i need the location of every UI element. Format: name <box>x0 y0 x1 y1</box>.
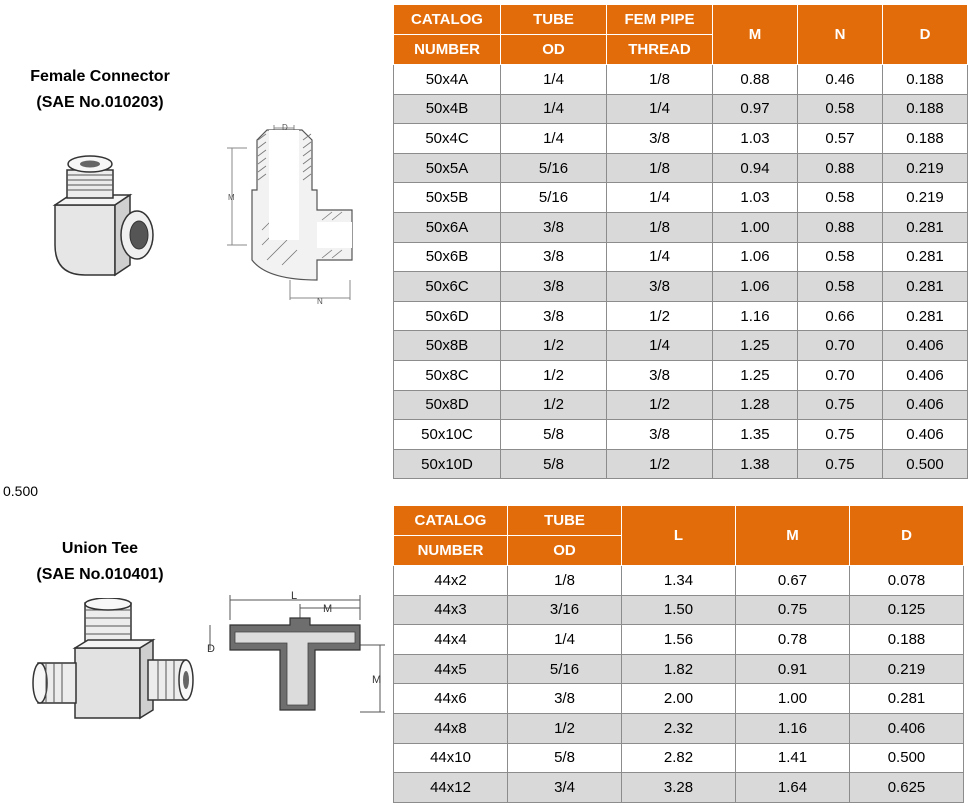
cell-catalog: 50x4C <box>394 124 501 154</box>
female-connector-title <box>0 64 200 116</box>
cell-tube-od: 5/8 <box>501 420 607 450</box>
cell-n: 0.66 <box>798 301 883 331</box>
cell-tube-od: 5/16 <box>501 183 607 213</box>
union-tee-name: Union Tee <box>61 540 139 557</box>
cell-d: 0.219 <box>883 183 968 213</box>
col-catalog-header-bottom: NUMBER <box>394 35 501 65</box>
col-n-header: N <box>798 5 883 65</box>
table-row <box>394 242 968 272</box>
cell-catalog: 50x10D <box>394 449 501 479</box>
cell-n: 0.70 <box>798 331 883 361</box>
drawing-label-d: D <box>282 123 288 132</box>
cell-thread: 1/4 <box>607 94 713 124</box>
cell-catalog: 50x10C <box>394 420 501 450</box>
cell-tube-od: 1/2 <box>501 390 607 420</box>
union-tee-illustration <box>30 598 200 738</box>
cell-d: 0.406 <box>883 331 968 361</box>
cell-catalog: 50x8B <box>394 331 501 361</box>
cell-tube-od: 3/8 <box>501 301 607 331</box>
cell-d: 0.406 <box>883 360 968 390</box>
cell-m: 1.41 <box>736 743 850 773</box>
cell-thread: 1/4 <box>607 242 713 272</box>
cell-thread: 1/8 <box>607 65 713 95</box>
cell-tube-od: 5/16 <box>501 153 607 183</box>
cell-tube-od: 1/4 <box>508 625 622 655</box>
cell-catalog: 50x6C <box>394 272 501 302</box>
cell-d: 0.188 <box>883 124 968 154</box>
cell-n: 0.57 <box>798 124 883 154</box>
col-catalog-header-top: CATALOG <box>394 5 501 35</box>
col-thread-header-top: FEM PIPE <box>607 5 713 35</box>
table-row <box>394 301 968 331</box>
female-connector-drawing <box>222 120 372 310</box>
cell-m: 1.28 <box>713 390 798 420</box>
cell-n: 0.46 <box>798 65 883 95</box>
cell-m: 0.78 <box>736 625 850 655</box>
cell-tube-od: 3/8 <box>501 212 607 242</box>
table-row <box>394 94 968 124</box>
cell-n: 0.88 <box>798 212 883 242</box>
cell-n: 0.75 <box>798 390 883 420</box>
cell-m: 1.16 <box>736 713 850 743</box>
table-row <box>394 360 968 390</box>
cell-d: 0.281 <box>883 301 968 331</box>
cell-tube-od: 1/4 <box>501 94 607 124</box>
cell-tube-od: 1/4 <box>501 124 607 154</box>
table-row <box>394 684 964 714</box>
cell-d: 0.078 <box>850 566 964 596</box>
table-row <box>394 124 968 154</box>
cell-catalog: 50x6A <box>394 212 501 242</box>
table-row <box>394 65 968 95</box>
cell-m: 1.06 <box>713 272 798 302</box>
cell-catalog: 50x8C <box>394 360 501 390</box>
cell-d: 0.188 <box>883 65 968 95</box>
female-connector-sae-number: (SAE No.010203) <box>36 94 164 111</box>
table-row <box>394 625 964 655</box>
table-row <box>394 331 968 361</box>
table-row <box>394 212 968 242</box>
drawing-label-m-side: M <box>372 674 382 686</box>
col-d-header: D <box>883 5 968 65</box>
cell-l: 3.28 <box>622 773 736 803</box>
cell-tube-od: 5/16 <box>508 654 622 684</box>
cell-d: 0.406 <box>850 713 964 743</box>
cell-n: 0.88 <box>798 153 883 183</box>
cell-l: 1.34 <box>622 566 736 596</box>
table-row <box>394 654 964 684</box>
cell-catalog: 50x4A <box>394 65 501 95</box>
cell-m: 1.03 <box>713 183 798 213</box>
cell-thread: 1/2 <box>607 390 713 420</box>
cell-m: 1.35 <box>713 420 798 450</box>
cell-d: 0.500 <box>883 449 968 479</box>
cell-d: 0.219 <box>850 654 964 684</box>
cell-thread: 1/4 <box>607 183 713 213</box>
cell-catalog: 50x6B <box>394 242 501 272</box>
cell-tube-od: 1/2 <box>501 331 607 361</box>
col-catalog-header-bottom: NUMBER <box>394 536 508 566</box>
cell-tube-od: 1/8 <box>508 566 622 596</box>
cell-catalog: 44x6 <box>394 684 508 714</box>
cell-tube-od: 3/8 <box>508 684 622 714</box>
cell-l: 2.82 <box>622 743 736 773</box>
cell-tube-od: 3/16 <box>508 595 622 625</box>
cell-n: 0.75 <box>798 420 883 450</box>
cell-tube-od: 1/4 <box>501 65 607 95</box>
cell-m: 1.00 <box>713 212 798 242</box>
drawing-label-m-top: M <box>323 603 333 615</box>
cell-m: 1.16 <box>713 301 798 331</box>
cell-catalog: 44x10 <box>394 743 508 773</box>
cell-catalog: 50x5A <box>394 153 501 183</box>
cell-catalog: 44x4 <box>394 625 508 655</box>
union-tee-sae-number: (SAE No.010401) <box>36 566 164 583</box>
cell-l: 1.82 <box>622 654 736 684</box>
table-row <box>394 773 964 803</box>
cell-d: 0.281 <box>850 684 964 714</box>
cell-tube-od: 3/4 <box>508 773 622 803</box>
cell-catalog: 44x8 <box>394 713 508 743</box>
cell-thread: 1/8 <box>607 153 713 183</box>
cell-n: 0.58 <box>798 272 883 302</box>
cell-n: 0.75 <box>798 449 883 479</box>
cell-thread: 1/2 <box>607 449 713 479</box>
cell-m: 1.00 <box>736 684 850 714</box>
col-l-header: L <box>622 506 736 566</box>
cell-m: 0.91 <box>736 654 850 684</box>
union-tee-table <box>393 505 964 803</box>
cell-d: 0.406 <box>883 390 968 420</box>
table-row <box>394 743 964 773</box>
col-m-header: M <box>736 506 850 566</box>
cell-tube-od: 3/8 <box>501 242 607 272</box>
table-row <box>394 390 968 420</box>
col-d-header: D <box>850 506 964 566</box>
female-connector-name: Female Connector <box>30 68 170 85</box>
cell-catalog: 44x2 <box>394 566 508 596</box>
union-tee-drawing <box>200 590 390 720</box>
cell-catalog: 50x4B <box>394 94 501 124</box>
cell-thread: 3/8 <box>607 124 713 154</box>
cell-thread: 1/8 <box>607 212 713 242</box>
table-row <box>394 566 964 596</box>
cell-n: 0.70 <box>798 360 883 390</box>
col-thread-header-bottom: THREAD <box>607 35 713 65</box>
cell-m: 1.25 <box>713 360 798 390</box>
cell-d: 0.188 <box>850 625 964 655</box>
cell-n: 0.58 <box>798 242 883 272</box>
cell-tube-od: 1/2 <box>501 360 607 390</box>
cell-thread: 1/4 <box>607 331 713 361</box>
cell-catalog: 50x5B <box>394 183 501 213</box>
cell-m: 0.97 <box>713 94 798 124</box>
col-tube-header-bottom: OD <box>508 536 622 566</box>
cell-catalog: 44x12 <box>394 773 508 803</box>
cell-thread: 3/8 <box>607 272 713 302</box>
table-row <box>394 183 968 213</box>
drawing-label-n: N <box>317 297 323 306</box>
cell-d: 0.281 <box>883 242 968 272</box>
cell-m: 0.67 <box>736 566 850 596</box>
drawing-label-m: M <box>228 193 235 202</box>
cell-tube-od: 5/8 <box>501 449 607 479</box>
table-row <box>394 713 964 743</box>
female-connector-illustration <box>45 150 165 290</box>
stray-value: 0.500 <box>3 483 39 499</box>
cell-d: 0.625 <box>850 773 964 803</box>
table-row <box>394 272 968 302</box>
cell-d: 0.188 <box>883 94 968 124</box>
table-row <box>394 449 968 479</box>
cell-l: 1.50 <box>622 595 736 625</box>
cell-m: 0.88 <box>713 65 798 95</box>
cell-l: 2.00 <box>622 684 736 714</box>
cell-m: 1.06 <box>713 242 798 272</box>
cell-m: 0.94 <box>713 153 798 183</box>
cell-tube-od: 1/2 <box>508 713 622 743</box>
cell-thread: 3/8 <box>607 420 713 450</box>
table-row <box>394 595 964 625</box>
cell-m: 1.03 <box>713 124 798 154</box>
cell-thread: 3/8 <box>607 360 713 390</box>
cell-m: 1.25 <box>713 331 798 361</box>
union-tee-title <box>0 536 200 588</box>
col-m-header: M <box>713 5 798 65</box>
cell-l: 2.32 <box>622 713 736 743</box>
cell-m: 0.75 <box>736 595 850 625</box>
cell-m: 1.64 <box>736 773 850 803</box>
drawing-label-l: L <box>291 590 298 602</box>
table-row <box>394 153 968 183</box>
cell-tube-od: 5/8 <box>508 743 622 773</box>
cell-catalog: 44x5 <box>394 654 508 684</box>
cell-d: 0.406 <box>883 420 968 450</box>
cell-d: 0.281 <box>883 212 968 242</box>
cell-tube-od: 3/8 <box>501 272 607 302</box>
col-tube-header-top: TUBE <box>508 506 622 536</box>
drawing-label-d: D <box>207 643 215 655</box>
cell-l: 1.56 <box>622 625 736 655</box>
cell-d: 0.125 <box>850 595 964 625</box>
cell-catalog: 50x6D <box>394 301 501 331</box>
cell-n: 0.58 <box>798 183 883 213</box>
col-tube-header-bottom: OD <box>501 35 607 65</box>
table-row <box>394 420 968 450</box>
cell-catalog: 50x8D <box>394 390 501 420</box>
cell-catalog: 44x3 <box>394 595 508 625</box>
cell-thread: 1/2 <box>607 301 713 331</box>
col-catalog-header-top: CATALOG <box>394 506 508 536</box>
cell-d: 0.219 <box>883 153 968 183</box>
female-connector-table <box>393 4 968 479</box>
cell-d: 0.281 <box>883 272 968 302</box>
col-tube-header-top: TUBE <box>501 5 607 35</box>
cell-m: 1.38 <box>713 449 798 479</box>
cell-n: 0.58 <box>798 94 883 124</box>
cell-d: 0.500 <box>850 743 964 773</box>
